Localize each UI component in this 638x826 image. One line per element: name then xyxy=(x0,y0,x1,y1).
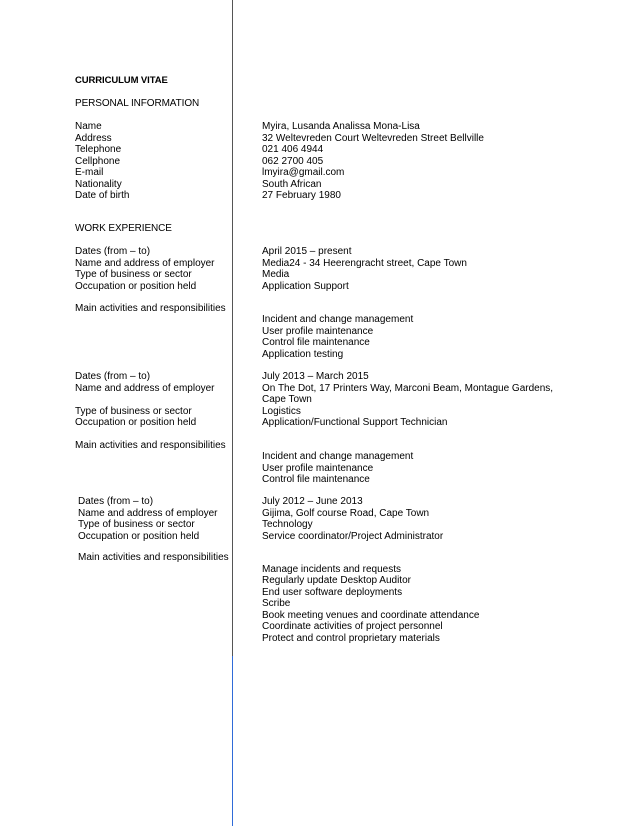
telephone-value: 021 406 4944 xyxy=(262,144,324,155)
sector-label: Type of business or sector xyxy=(75,405,192,417)
personal-row-cellphone xyxy=(0,156,638,168)
job-employer-row xyxy=(0,258,638,270)
employer-label: Name and address of employer xyxy=(75,382,215,394)
position-value: Service coordinator/Project Administrator xyxy=(262,530,444,542)
date-of-birth-label: Date of birth xyxy=(75,190,130,201)
column-divider-lower xyxy=(232,656,233,826)
employer-label: Name and address of employer xyxy=(78,507,218,519)
personal-row-address xyxy=(0,133,638,145)
job-position-row xyxy=(0,531,638,543)
activities-list xyxy=(262,451,413,486)
personal-row-date-of-birth xyxy=(0,190,638,202)
sector-value: Media xyxy=(262,269,290,280)
job-employer-continued-row xyxy=(0,394,638,406)
dates-label: Dates (from – to) xyxy=(78,496,154,507)
dates-label: Dates (from – to) xyxy=(75,371,151,382)
job-activities-row xyxy=(0,440,638,452)
job-activities-row xyxy=(0,303,638,315)
personal-row-email xyxy=(0,167,638,179)
document-title: CURRICULUM VITAE xyxy=(75,75,168,86)
job-employer-row xyxy=(0,383,638,395)
job-sector-row xyxy=(0,269,638,281)
cellphone-label: Cellphone xyxy=(75,155,121,167)
dates-label: Dates (from – to) xyxy=(75,246,151,257)
activities-label: Main activities and responsibilities xyxy=(75,439,226,451)
telephone-label: Telephone xyxy=(75,144,122,155)
activities-list xyxy=(262,564,479,645)
personal-row-nationality xyxy=(0,179,638,191)
job-position-row xyxy=(0,417,638,429)
activity-item: Coordinate activities of project personnel xyxy=(262,621,443,632)
job-employer-row xyxy=(0,508,638,520)
job-activities-row xyxy=(0,552,638,564)
date-of-birth-value: 27 February 1980 xyxy=(262,190,341,201)
name-value: Myira, Lusanda Analissa Mona-Lisa xyxy=(262,121,420,132)
dates-value: July 2013 – March 2015 xyxy=(262,371,369,382)
employer-value: On The Dot, 17 Printers Way, Marconi Beam, Montague Gardens, xyxy=(262,382,554,394)
activity-item: Book meeting venues and coordinate attendance xyxy=(262,609,480,621)
name-label: Name xyxy=(75,121,102,132)
employer-label: Name and address of employer xyxy=(75,257,215,269)
job-dates-row xyxy=(0,246,638,258)
activity-item: Regularly update Desktop Auditor xyxy=(262,575,411,586)
position-label: Occupation or position held xyxy=(75,280,197,292)
job-dates-row xyxy=(0,496,638,508)
position-label: Occupation or position held xyxy=(78,530,200,542)
dates-value: April 2015 – present xyxy=(262,246,352,257)
activities-label: Main activities and responsibilities xyxy=(75,303,226,314)
sector-label: Type of business or sector xyxy=(75,269,192,280)
position-label: Occupation or position held xyxy=(75,417,197,428)
activity-item: Incident and change management xyxy=(262,451,414,462)
activity-item: Control file maintenance xyxy=(262,474,370,485)
job-position-row xyxy=(0,281,638,293)
activity-item: Application testing xyxy=(262,348,344,360)
activity-item: End user software deployments xyxy=(262,586,403,598)
job-sector-row xyxy=(0,519,638,531)
sector-label: Type of business or sector xyxy=(78,519,195,530)
dates-value: July 2012 – June 2013 xyxy=(262,496,363,507)
activities-label: Main activities and responsibilities xyxy=(78,552,229,563)
employer-value-continued: Cape Town xyxy=(262,394,312,405)
email-label: E-mail xyxy=(75,167,104,178)
employer-value: Gijima, Golf course Road, Cape Town xyxy=(262,507,430,519)
employer-value: Media24 - 34 Heerengracht street, Cape Town xyxy=(262,257,467,269)
nationality-label: Nationality xyxy=(75,178,122,190)
cellphone-value: 062 2700 405 xyxy=(262,155,324,167)
nationality-value: South African xyxy=(262,178,322,190)
activity-item: Scribe xyxy=(262,598,291,609)
address-value: 32 Weltevreden Court Weltevreden Street Bellville xyxy=(262,132,484,144)
activity-item: Protect and control proprietary materials xyxy=(262,632,440,644)
job-dates-row xyxy=(0,371,638,383)
work-experience-heading: WORK EXPERIENCE xyxy=(75,223,172,234)
sector-value: Logistics xyxy=(262,405,301,417)
activities-list xyxy=(262,314,413,360)
activity-item: User profile maintenance xyxy=(262,462,374,474)
position-value: Application/Functional Support Technician xyxy=(262,417,448,428)
address-label: Address xyxy=(75,132,112,144)
personal-information-heading: PERSONAL INFORMATION xyxy=(75,98,200,109)
position-value: Application Support xyxy=(262,280,349,292)
sector-value: Technology xyxy=(262,519,313,530)
activity-item: Manage incidents and requests xyxy=(262,563,401,575)
personal-row-name xyxy=(0,121,638,133)
activity-item: Control file maintenance xyxy=(262,337,370,348)
activity-item: User profile maintenance xyxy=(262,325,374,337)
job-sector-row xyxy=(0,406,638,418)
personal-row-telephone xyxy=(0,144,638,156)
activity-item: Incident and change management xyxy=(262,314,414,325)
email-value: lmyira@gmail.com xyxy=(262,167,345,178)
